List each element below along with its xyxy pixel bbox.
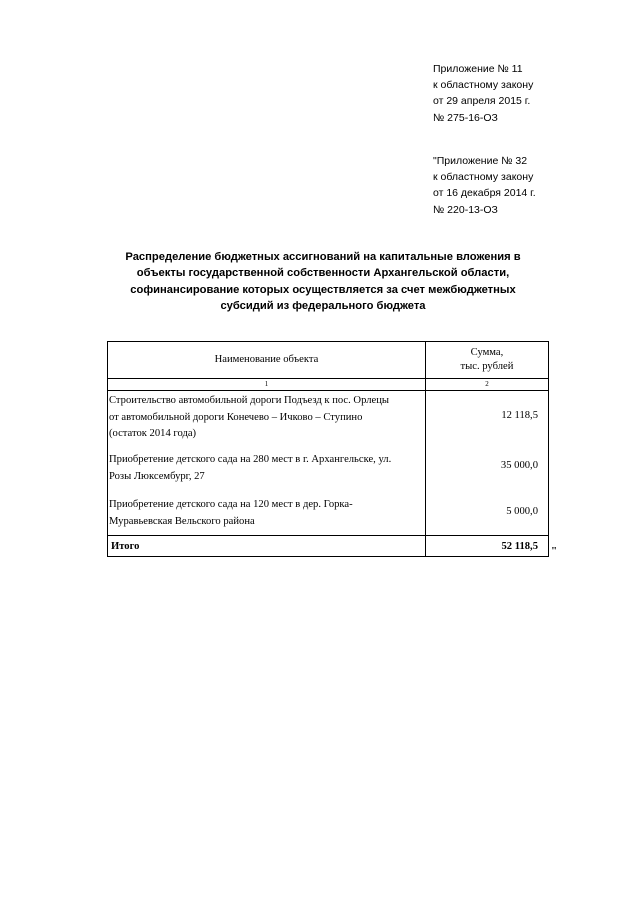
amount-cell: 35 000,0 [425, 450, 548, 495]
appendix-line: к областному закону [433, 171, 534, 184]
appendix-line: № 275-16-ОЗ [433, 111, 498, 124]
column-number-row [108, 379, 549, 391]
title-line: софинансирование которых осуществляется за счет межбюджетных [130, 283, 516, 296]
object-name-line: Приобретение детского сада на 120 мест в дер. Горка- [109, 499, 353, 510]
table-row [108, 391, 549, 451]
object-name-cell [108, 495, 426, 536]
object-name-line: от автомобильной дороги Конечево – Ичково – Ступино [109, 411, 363, 423]
closing-quote-mark: " [551, 545, 558, 557]
object-name-line: Муравьевская Вельского района [109, 515, 255, 527]
appendix-current-block [433, 61, 533, 126]
header-sum-line: тыс. рублей [460, 361, 514, 372]
appendix-line: от 29 апреля 2015 г. [433, 95, 531, 108]
appendix-line: "Приложение № 32 [433, 155, 528, 167]
object-name-line: (остаток 2014 года) [109, 428, 197, 439]
table-row [108, 450, 549, 495]
table-total-row [108, 536, 549, 557]
appendix-line: от 16 декабря 2014 г. [433, 187, 536, 200]
object-name-line: Розы Люксембург, 27 [109, 470, 205, 482]
header-sum-line: Сумма, [470, 347, 504, 358]
appendix-line: Приложение № 11 [433, 63, 523, 75]
budget-table [107, 341, 549, 557]
header-sum-cell [425, 342, 548, 379]
appendix-line: № 220-13-ОЗ [433, 203, 498, 216]
amount-cell: 5 000,0 [425, 495, 548, 536]
appendix-line: к областному закону [433, 79, 534, 92]
title-line: Распределение бюджетных ассигнований на капитальные вложения в [125, 251, 521, 263]
appendix-previous-block [433, 153, 536, 218]
object-name-line: Приобретение детского сада на 280 мест в г. Архангельске, ул. [109, 454, 392, 465]
header-name-cell: Наименование объекта [108, 342, 426, 379]
object-name-line: Строительство автомобильной дороги Подъезд к пос. Орлецы [109, 395, 390, 406]
object-name-cell [108, 391, 426, 451]
amount-cell: 12 118,5 [425, 391, 548, 451]
column-number-cell: 2 [425, 379, 548, 391]
total-amount-cell: 52 118,5 [425, 536, 548, 557]
total-label-cell: Итого [108, 536, 426, 557]
column-number-cell: 1 [108, 379, 426, 391]
title-line: субсидий из федерального бюджета [220, 300, 426, 313]
title-line: объекты государственной собственности Архангельской области, [136, 267, 510, 280]
table-row [108, 495, 549, 536]
document-title [100, 249, 546, 315]
table-header-row [108, 342, 549, 379]
object-name-cell [108, 450, 426, 495]
